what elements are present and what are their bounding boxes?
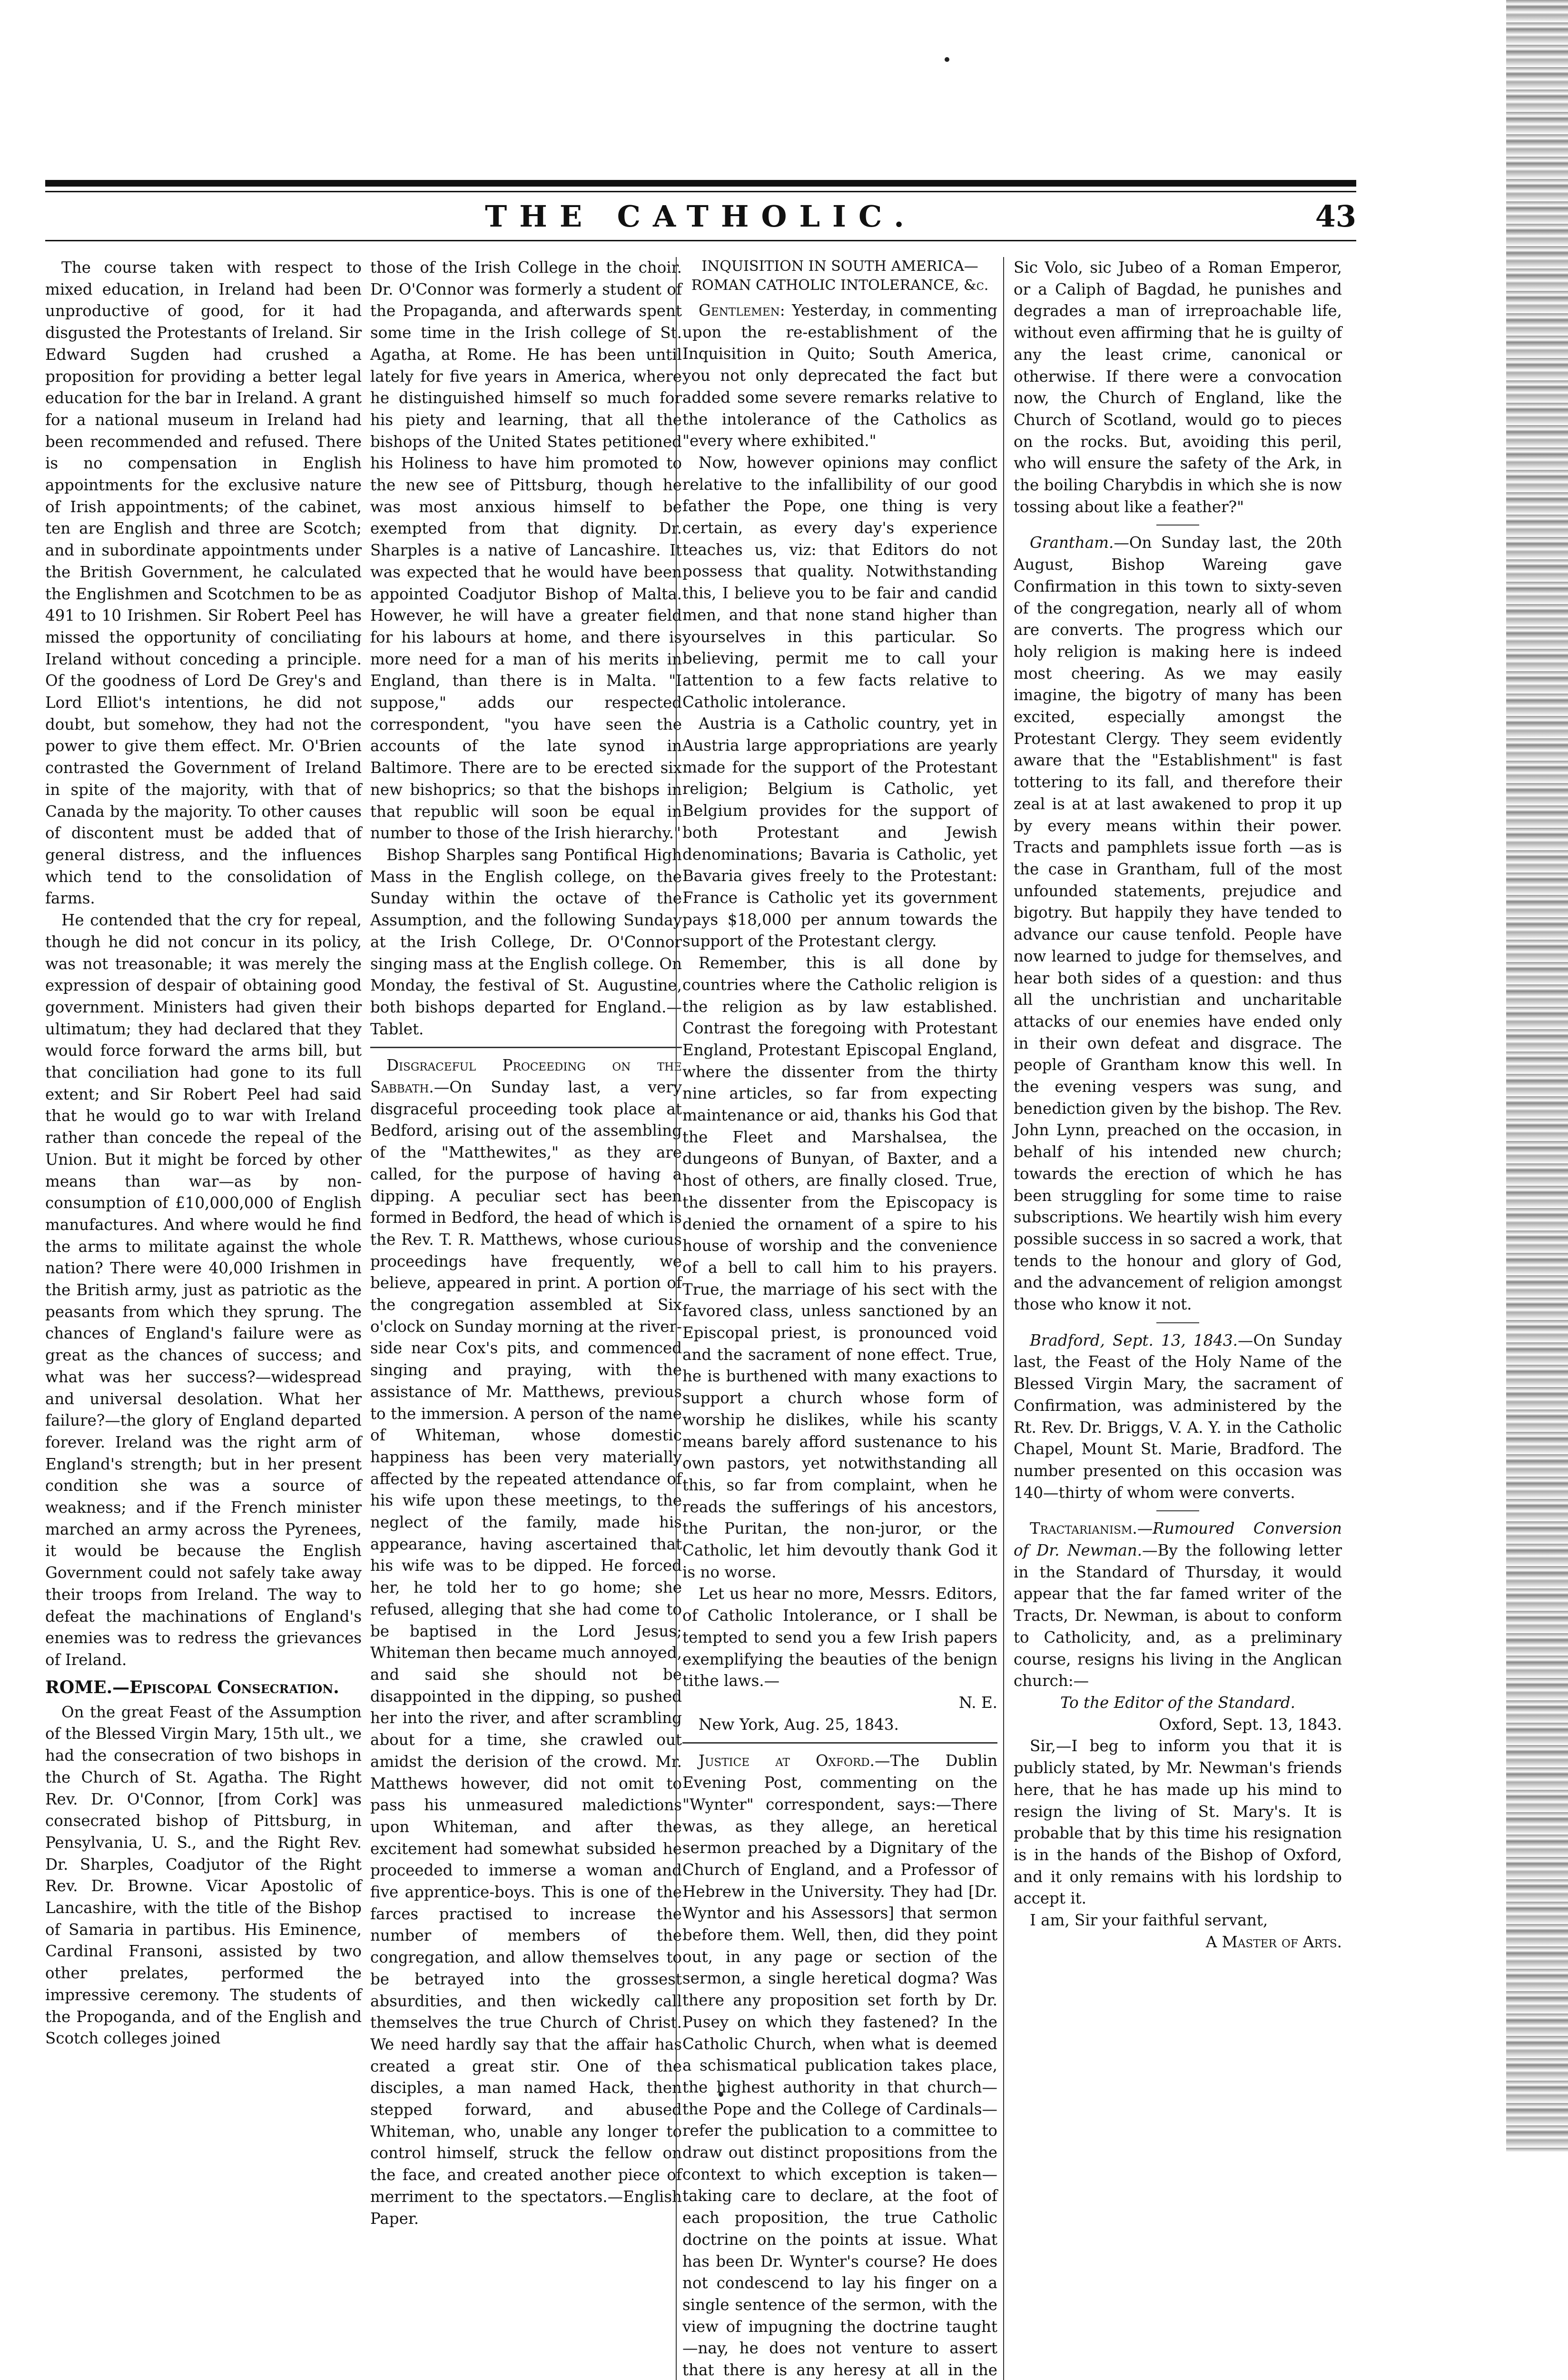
scan-edge-artifact (1506, 0, 1568, 2152)
letter-addressee (1014, 1692, 1342, 1714)
page-number: 43 (1315, 199, 1356, 234)
article-lead-disgraceful: Disgraceful Proceeding on the Sabbath. (370, 1056, 682, 1097)
article-separator (1156, 1510, 1199, 1511)
paragraph: He contended that the cry for repeal, though he did not concur in its policy, was not treasonable; it was merely the expression of despair of obtaining good government. Ministers had given their ultimatum; they had declared that they would force forward the arms bill, but that conciliation had gone to its full extent; and Sir Robert Peel had said that he would go to war with Ireland rather than concede the repeal of the Union. But it might be forced by other means than war—as by non-consumption of £10,000,000 of English manufactures. And where would he find the arms to militate against the whole nation? There were 40,000 Irishmen in the British army, just as patriotic as the peasants from which they sprung. The chances of England's failure were as great as the chances of success; and what was her success?—widespread and universal desolation. What her failure?—the glory of England departed forever. Ireland was the right arm of England's strength; but in her present condition she was a source of weakness; and if the French minister marched an army across the Pyrenees, it would be because the English Government could not safely take away their troops from Ireland. The way to defeat the machinations of England's enemies was to redress the grievances of Ireland. (45, 911, 362, 1669)
article-heading-rome: ROME.—Episcopal Consecration. (45, 1677, 339, 1697)
article-subhead-tractarianism: —Rumoured Conversion of Dr. Newman. (1014, 1519, 1342, 1560)
column-2 (370, 257, 682, 2230)
letter-closing: I am, Sir your faithful servant, (1030, 1911, 1268, 1930)
paragraph-disgraceful (370, 1055, 682, 2230)
article-separator (370, 1047, 682, 1048)
paragraph-body: —On Sunday last, the Feast of the Holy Name of the Blessed Virgin Mary, the sacrament of Confirmation, was administered by the Rt. Rev. Dr. Briggs, V. A. Y. in the Catholic Chapel, Mount St. Marie, Bradford. The number presented on this occasion was 140—thirty of whom were converts. (1014, 1331, 1342, 1502)
paragraph-tractarianism (1014, 1518, 1342, 1692)
paragraph: Sir,—I beg to inform you that it is publicly stated, by Mr. Newman's friends here, that he has made up his mind to resign the living of St. Mary's. It is probable that by this time his resignation is in the hands of the Bishop of Oxford, and it only remains with his lordship to accept it. (1014, 1737, 1342, 1908)
paragraph: Bishop Sharples sang Pontifical High Mass in the English college, on the Sunday within the octave of the Assumption, and the following Sunday at the Irish College, Dr. O'Connor singing mass at the English college. On Monday, the festival of St. Augustine, both bishops departed for England.—Tablet. (370, 845, 682, 1038)
paragraph-body: —The Dublin Evening Post, commenting on the "Wynter" correspondent, says:—There was, as they allege, an heretical sermon preached by a Dignitary of the Church of England, and a Professor of Hebrew in the University. They had [Dr. Wyntor and his Assessors] that sermon before them. Well, then, did they point out, in any page or section of the sermon, a single heretical dogma? Was there any proposition set forth by Dr. Pusey on which they fastened? In the Catholic Church, when what is deemed a schismatical publication takes place, the highest authority in that church—the Pope and the College of Cardinals—refer the publication to a committee to draw out distinct propositions from the context to which exception is taken—taking care to declare, at the foot of each proposition, the true Catholic doctrine on the points at issue. What has been Dr. Wynter's course? He does not condescend to lay his finger on a single sentence of the sermon, with the view of impugning the doctrine taught—nay, he does not venture to assert that there is any heresy at all in the (682, 1752, 998, 2380)
salutation: Gentlemen: (699, 301, 785, 319)
paragraph (682, 300, 997, 452)
article-lead-grantham: Grantham. (1030, 534, 1114, 552)
masthead-rule-thick (45, 180, 1356, 187)
paragraph: Now, however opinions may conflict relative to the infallibility of our good father the Pope, one thing is very certain, as every day's experience teaches us, viz: that Editors do not possess that quality. Notwithstanding this, I believe you to be fair and candid men, and that none stand higher than yourselves in this particular. So believing, permit me to call your attention to a few facts relative to Catholic intolerance. (682, 453, 997, 711)
letter-signature: A Master of Arts. (1205, 1933, 1342, 1951)
column-4 (1014, 257, 1342, 1953)
article-separator (1156, 1322, 1199, 1323)
paper-title: THE CATHOLIC. (485, 199, 917, 234)
paragraph-bradford (1014, 1330, 1342, 1504)
paragraph: On the great Feast of the Assumption of the Blessed Virgin Mary, 15th ult., we had the consecration of two bishops in the Church of St. Agatha. The Right Rev. Dr. O'Connor, [from Cork] was consecrated bishop of Pittsburg, in Pensylvania, U. S., and the Right Rev. Dr. Sharples, Coadjutor of the Right Rev. Dr. Browne. Vicar Apostolic of Lancashire, with the title of the Bishop of Samaria in partibus. His Eminence, Cardinal Fransoni, assisted by two other prelates, performed the impressive ceremony. The students of the Propoganda, and of the English and Scotch colleges joined (45, 1703, 362, 2048)
paragraph: Sic Volo, sic Jubeo of a Roman Emperor, or a Caliph of Bagdad, he punishes and degrades a man of irreproachable life, without even affirming that he is guilty of any the least crime, canonical or otherwise. If there were a convocation now, the Church of England, like the Church of Scotland, would go to pieces on the rocks. But, avoiding this peril, who will ensure the safety of the Ark, in the boiling Charybdis in which she is now tossing about like a feather?" (1014, 258, 1342, 516)
dateline: Oxford, Sept. 13, 1843. (1159, 1715, 1342, 1734)
scan-speck (945, 57, 949, 62)
column-1 (45, 257, 362, 2050)
paragraph-body: —By the following letter in the Standard of Thursday, it would appear that the far famed writer of the Tracts, Dr. Newman, is about to conform to Catholicity, and, as a preliminary course, resigns his living in the Anglican church:— (1014, 1541, 1342, 1690)
paragraph-body: Yesterday, in commenting upon the re-establishment of the Inquisition in Quito; South America, you not only deprecated the fact but added some severe remarks relative to the intolerance of the Catholics as "every where exhibited." (682, 301, 997, 450)
masthead (45, 180, 1356, 241)
masthead-row (45, 192, 1356, 240)
paragraph: Austria is a Catholic country, yet in Austria large appropriations are yearly made for the support of the Protestant religion; Belgium is Catholic, yet Belgium provides for the support of both Protestant and Jewish denominations; Bavaria is Catholic, yet Bavaria gives freely to the Protestant: France is Catholic yet its government pays $18,000 per annum towards the support of the Protestant clergy. (682, 714, 997, 951)
article-lead-bradford: Bradford, Sept. 13, 1843. (1030, 1331, 1238, 1349)
article-lead-oxford: Justice at Oxford. (699, 1752, 875, 1770)
article-separator (1156, 525, 1199, 526)
masthead-rule-bottom (45, 240, 1356, 241)
paragraph: The course taken with respect to mixed education, in Ireland had been unproductive of good, for it had disgusted the Protestants of Ireland. Sir Edward Sugden had crushed a proposition for providing a better legal education for the bar in Ireland. A grant for a national museum in Ireland had been recommended and refused. There is no compensation in English appointments for the exclusive nature of Irish appointments; of the cabinet, ten are English and three are Scotch; and in subordinate appointments under the British Government, he calculated the Englishmen and Scotchmen to be as 491 to 10 Irishmen. Sir Robert Peel has missed the opportunity of conciliating Ireland without conceding a principle. Of the goodness of Lord De Grey's and Lord Elliot's intentions, he did not doubt, but somehow, they had not the power to give them effect. Mr. O'Brien contrasted the Government of Ireland in spite of the majority, with that of Canada by the majority. To other causes of discontent must be added that of general distress, and the influences which tend to the consolidation of farms. (45, 258, 362, 908)
letter-addressee-text: To the Editor of the Standard. (1060, 1694, 1295, 1712)
paragraph-body: —On Sunday last, a very disgraceful proceeding took place at Bedford, arising out of the assembling of the "Matthewites," as they are called, for the purpose of having a dipping. A peculiar sect has been formed in Bedford, the head of which is the Rev. T. R. Matthews, whose curious proceedings have frequently, we believe, appeared in print. A portion of the congregation assembled at Six o'clock on Sunday morning at the river-side near Cox's pits, and commenced singing and praying, with the assistance of Mr. Matthews, previous to the immersion. A person of the name of Whiteman, whose domestic happiness has been very materially affected by the repeated attendance of his wife upon these meetings, to the neglect of the family, made his appearance, having ascertained that his wife was to be dipped. He forced her, he told her to go home; she refused, alleging that she had come to be baptised in the Lord Jesus; Whiteman then became much annoyed, and said she should not be disappointed in the dipping, so pushed her into the river, and after scrambling about for a time, she crawled out amidst the derision of the crowd. Mr. Matthews however, did not omit to pass his unmeasured maledictions upon Whiteman, and after the excitement had somewhat subsided he proceeded to immerse a woman and five apprentice-boys. This is one of the farces practised to increase the number of members of the congregation, and allow themselves to be betrayed into the grossest absurdities, and then wickedly call themselves the true Church of Christ. We need hardly say that the affair has created a great stir. One of the disciples, a man named Hack, then stepped forward, and abused Whiteman, who, unable any longer to control himself, struck the fellow on the face, and created another piece of merriment to the spectators.—English Paper. (370, 1078, 682, 2228)
paragraph: Remember, this is all done by countries where the Catholic religion is the religion as by law established. Contrast the foregoing with Protestant England, Protestant Episcopal England, where the dissenter from the thirty nine articles, so far from expecting maintenance or aid, thanks his God that the Fleet and Marshalsea, the dungeons of Bunyan, of Baxter, and a host of others, are finally closed. True, the dissenter from the Episcopacy is denied the ornament of a spire to his house of worship and the convenience of a bell to call him to his prayers. True, the marriage of his sect with the favored class, unless sanctioned by an Episcopal priest, is pronounced void and the sacrament of none effect. True, he is burthened with many exactions to support a church whose form of worship he dislikes, while his scanty means barely afford sustenance to his own pastors, yet notwithstanding all this, so far from complaint, when he reads the sufferings of his ancestors, the Puritan, the non-juror, or the Catholic, let him devoutly thank God it is no worse. (682, 954, 997, 1581)
article-separator (682, 1742, 997, 1744)
paragraph-grantham (1014, 532, 1342, 1315)
paragraph-body: —On Sunday last, the 20th August, Bishop Wareing gave Confirmation in this town to sixty-seven of the congregation, nearly all of whom are converts. The progress which our holy religion is making here is indeed most cheering. As we may easily imagine, the bigotry of many has been excited, especially amongst the Protestant Clergy. They seem evidently aware that the "Establishment" is fast tottering to its fall, and therefore their zeal is at at last awakened to prop it up by every means within their power. Tracts and pamphlets issue forth —as is the case in Grantham, full of the most unfounded statements, prejudice and bigotry. But happily they have tended to advance our cause tenfold. People have now learned to judge for themselves, and hear both sides of a question: and thus all the unchristian and uncharitable attacks of our enemies have ended only in their own defeat and disgrace. The people of Grantham know this well. In the evening vespers was sung, and benediction given by the bishop. The Rev. John Lynn, preached on the occasion, in behalf of his intended new church; towards the erection of which he has been struggling for some time to raise subscriptions. We heartily wish him every possible success in so sacred a work, that tends to the honour and glory of God, and the advancement of religion amongst those who know it not. (1014, 534, 1342, 1314)
article-heading-inquisition: INQUISITION IN SOUTH AMERICA—ROMAN CATHOLIC INTOLERANCE, &c. (691, 258, 989, 294)
article-lead-tractarianism: Tractarianism. (1030, 1519, 1137, 1538)
dateline: New York, Aug. 25, 1843. (699, 1715, 899, 1734)
paragraph: Let us hear no more, Messrs. Editors, of Catholic Intolerance, or I shall be tempted to send you a few Irish papers exemplifying the beauties of the benign tithe laws.— (682, 1585, 997, 1690)
paragraph: those of the Irish College in the choir. Dr. O'Connor was formerly a student of the Propaganda, and afterwards spent some time in the Irish college of St. Agatha, at Rome. He has been until lately for five years in America, where he distinguished himself so much for his piety and learning, that all the bishops of the United States petitioned his Holiness to have him promoted to the new see of Pittsburg, though he was most anxious himself to be exempted from that dignity. Dr. Sharples is a native of Lancashire. It was expected that he would have been appointed Coadjutor Bishop of Malta. However, he will have a greater field for his labours at home, and there is more need for a man of his merits in England, than there is in Malta. "I suppose," adds our respected correspondent, "you have seen the accounts of the late synod in Baltimore. There are to be erected six new bishoprics; so that the bishops in that republic will soon be equal in number to those of the Irish hierarchy." (370, 258, 682, 843)
letter-signature: N. E. (958, 1694, 997, 1712)
column-3 (676, 257, 1004, 2380)
paragraph-oxford (682, 1750, 997, 2380)
